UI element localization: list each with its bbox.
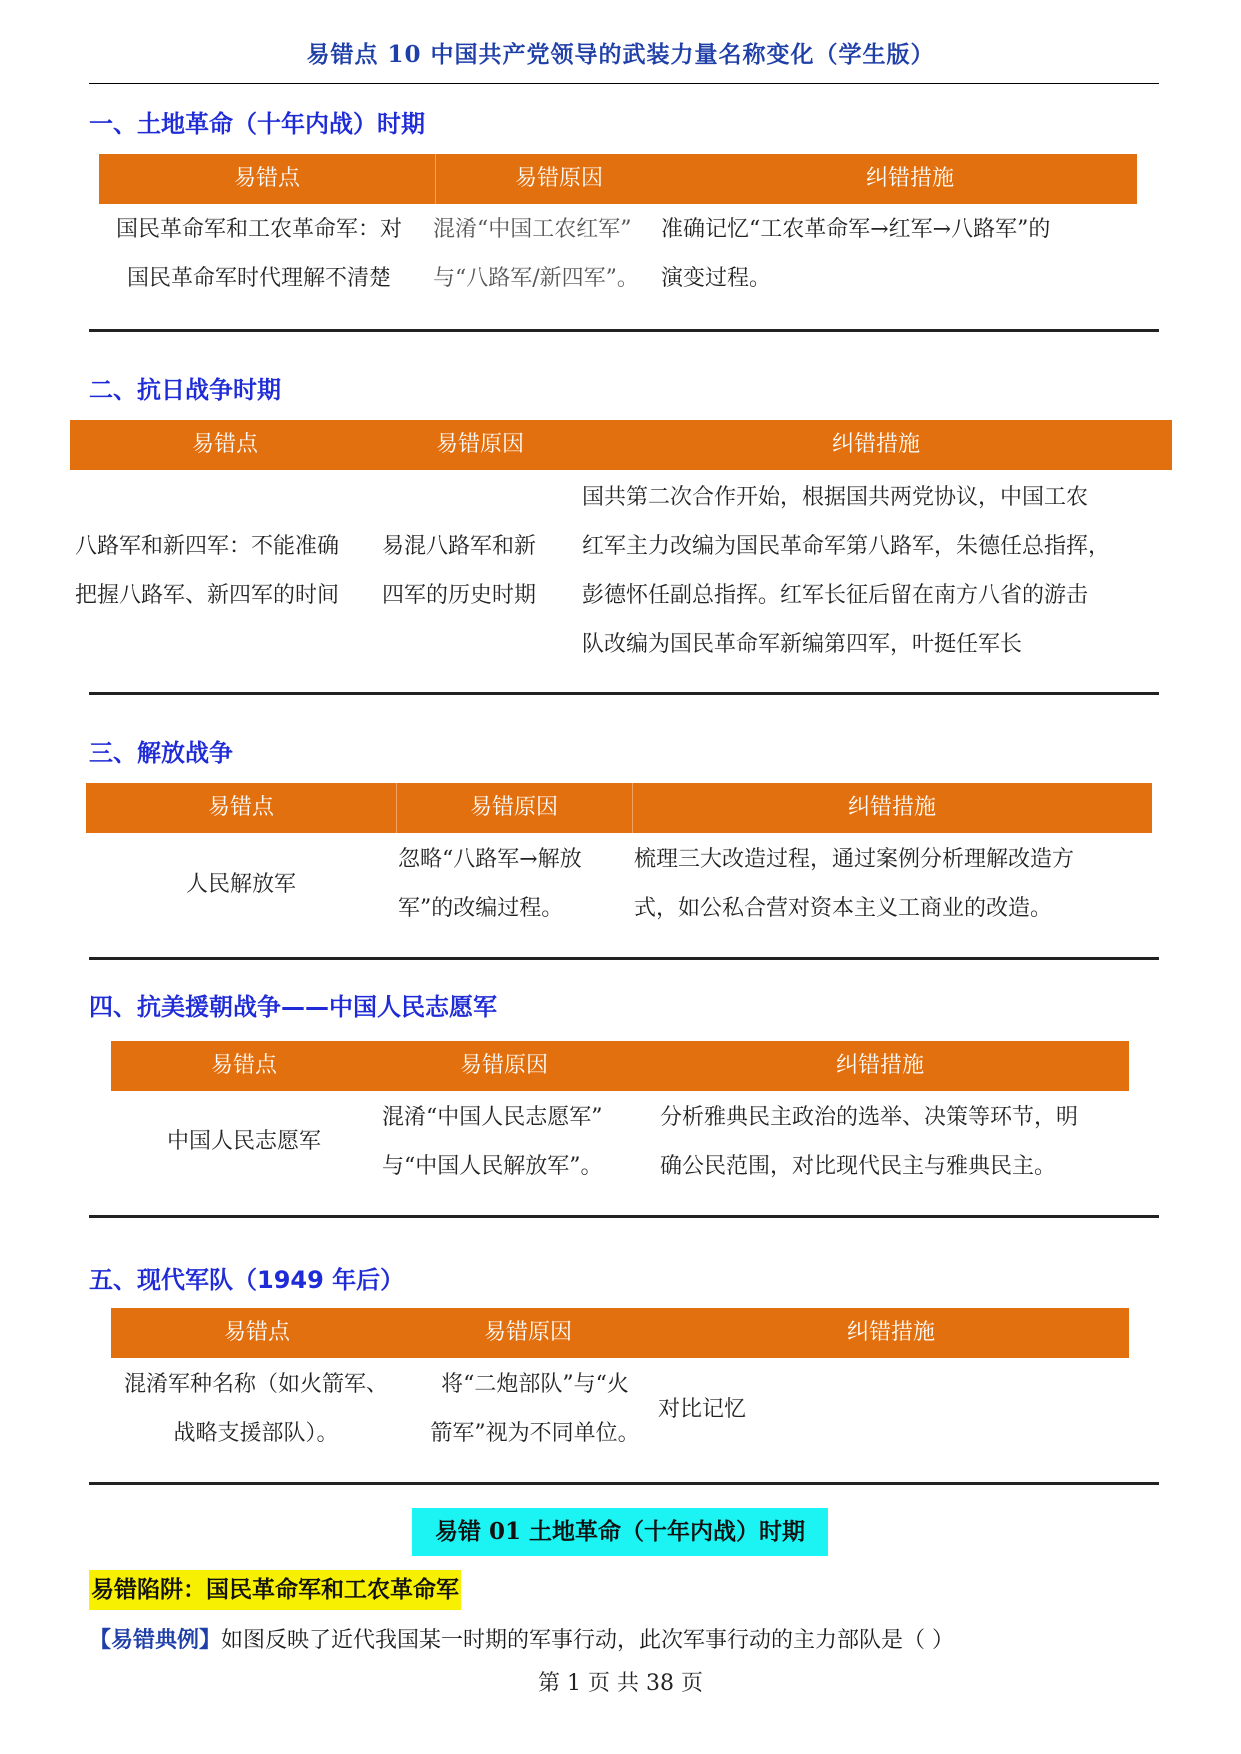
table-row-2-point — [75, 522, 385, 620]
cell-line: 忽略“八路军→解放 — [398, 847, 582, 872]
header-fix: 纠错措施 — [835, 1053, 924, 1078]
cell-line: 与“中国人民解放军”。 — [382, 1154, 603, 1179]
cell-line: 国民革命军和工农革命军：对 — [115, 217, 402, 242]
header-reason: 易错原因 — [469, 795, 558, 820]
table-row-5-point — [106, 1360, 406, 1458]
table-row-5-fix — [658, 1385, 858, 1434]
example-text: 如图反映了近代我国某一时期的军事行动，此次军事行动的主力部队是（ ） — [221, 1628, 955, 1653]
cell-line: 将“二炮部队”与“火 — [441, 1372, 629, 1397]
section-divider — [89, 1215, 1159, 1218]
error-topic-banner: 易错 01 土地革命（十年内战）时期 — [412, 1508, 828, 1556]
section-heading-2: 二、抗日战争时期 — [89, 376, 281, 404]
header-fix: 纠错措施 — [831, 432, 920, 457]
table-row-1-point — [99, 205, 419, 303]
example-label: 【易错典例】 — [89, 1627, 222, 1653]
header-fix: 纠错措施 — [847, 795, 936, 820]
section-heading-5: 五、现代军队（1949 年后） — [89, 1266, 405, 1294]
table-row-3-reason — [398, 835, 634, 933]
document-title: 易错点 10 中国共产党领导的武装力量名称变化（学生版） — [306, 41, 935, 68]
cell-line: 人民解放军 — [185, 872, 296, 897]
cell-line: 混淆“中国工农红军” — [433, 217, 632, 242]
section-divider — [89, 692, 1159, 695]
cell-line: 彭德怀任副总指挥。红军长征后留在南方八省的游击 — [582, 583, 1089, 608]
cell-line: 把握八路军、新四军的时间 — [75, 583, 340, 608]
header-point: 易错点 — [207, 795, 274, 820]
example-question — [89, 1620, 954, 1661]
header-reason: 易错原因 — [459, 1053, 548, 1078]
title-divider — [89, 83, 1159, 84]
cell-line: 与“八路军/新四军”。 — [433, 266, 639, 291]
cell-line: 军”的改编过程。 — [398, 896, 564, 921]
table-row-4-point — [111, 1117, 377, 1166]
cell-line: 国民革命军时代理解不清楚 — [126, 266, 391, 291]
table-row-2-reason — [382, 522, 562, 620]
header-point: 易错点 — [233, 166, 300, 191]
cell-line: 式，如公私合营对资本主义工商业的改造。 — [634, 896, 1053, 921]
cell-line: 四军的历史时期 — [382, 583, 537, 608]
table-row-1-fix — [661, 205, 1161, 303]
cell-line: 分析雅典民主政治的选举、决策等环节，明 — [660, 1105, 1079, 1130]
cell-line: 对比记忆 — [658, 1397, 747, 1422]
header-point: 易错点 — [223, 1320, 290, 1345]
section-heading-1: 一、土地革命（十年内战）时期 — [89, 110, 425, 138]
cell-line: 国共第二次合作开始，根据国共两党协议，中国工农 — [582, 485, 1089, 510]
header-fix: 纠错措施 — [846, 1320, 935, 1345]
header-point: 易错点 — [191, 432, 258, 457]
table-row-3-point — [86, 860, 396, 909]
cell-line: 战略支援部队）。 — [173, 1421, 339, 1446]
header-reason: 易错原因 — [435, 432, 524, 457]
cell-line: 易混八路军和新 — [382, 534, 537, 559]
table-header-2 — [70, 420, 1172, 470]
error-trap-label: 易错陷阱：国民革命军和工农革命军 — [89, 1570, 461, 1610]
page-footer: 第 1 页 共 38 页 — [538, 1671, 703, 1696]
cell-line: 箭军”视为不同单位。 — [430, 1421, 640, 1446]
cell-line: 八路军和新四军：不能准确 — [75, 534, 340, 559]
header-point: 易错点 — [210, 1053, 277, 1078]
cell-line: 混淆军种名称（如火箭军、 — [123, 1372, 388, 1397]
cell-line: 梳理三大改造过程，通过案例分析理解改造方 — [634, 847, 1075, 872]
table-header-4 — [111, 1041, 1129, 1091]
cell-line: 队改编为国民革命军新编第四军，叶挺任军长 — [582, 632, 1023, 657]
header-reason: 易错原因 — [483, 1320, 572, 1345]
cell-line: 混淆“中国人民志愿军” — [382, 1105, 603, 1130]
header-reason: 易错原因 — [514, 166, 603, 191]
section-divider — [89, 329, 1159, 332]
table-header-3 — [86, 783, 1152, 833]
table-header-5 — [111, 1308, 1129, 1358]
table-row-4-reason — [382, 1093, 662, 1191]
cell-line: 确公民范围，对比现代民主与雅典民主。 — [660, 1154, 1057, 1179]
table-row-2-fix — [582, 473, 1172, 669]
table-row-5-reason — [400, 1360, 670, 1458]
table-header-1 — [99, 154, 1137, 204]
section-divider — [89, 957, 1159, 960]
table-row-1-reason — [433, 205, 663, 303]
section-heading-4: 四、抗美援朝战争——中国人民志愿军 — [89, 993, 497, 1021]
header-fix: 纠错措施 — [865, 166, 954, 191]
cell-line: 演变过程。 — [661, 266, 772, 291]
cell-line: 准确记忆“工农革命军→红军→八路军”的 — [661, 217, 1051, 242]
section-divider — [89, 1482, 1159, 1485]
cell-line: 中国人民志愿军 — [166, 1129, 321, 1154]
table-row-3-fix — [634, 835, 1154, 933]
cell-line: 红军主力改编为国民革命军第八路军，朱德任总指挥， — [582, 534, 1111, 559]
section-heading-3: 三、解放战争 — [89, 739, 233, 767]
table-row-4-fix — [660, 1093, 1130, 1191]
